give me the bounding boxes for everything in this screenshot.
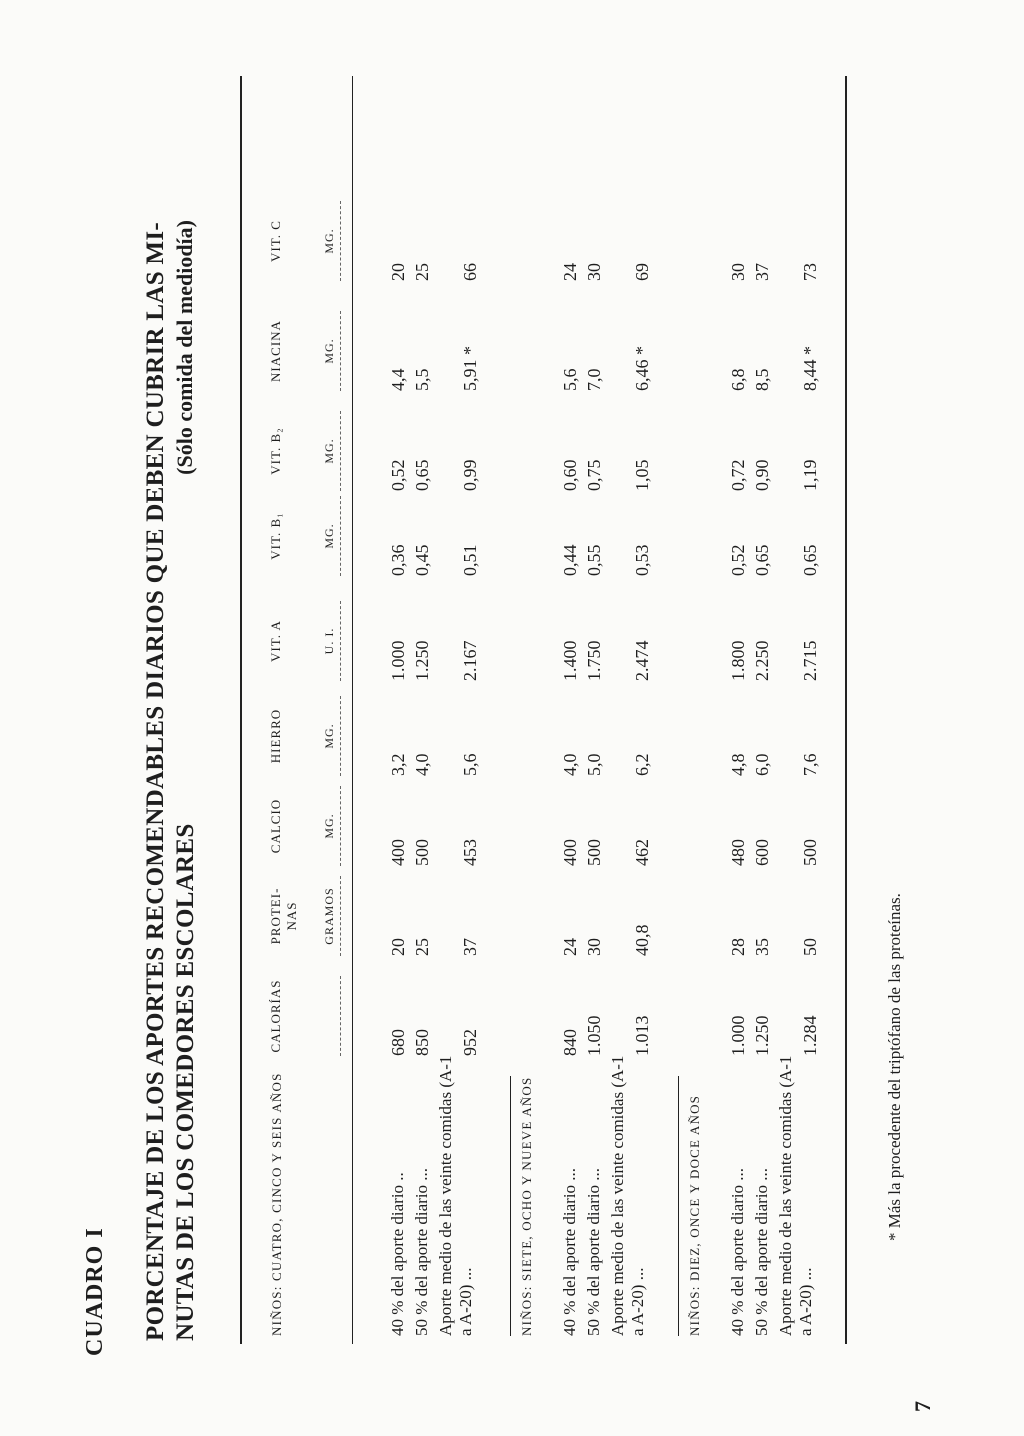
row-label: 50 % del aporte diario ... (752, 1167, 771, 1336)
column-header: NIACINA (268, 320, 283, 382)
column-header-dash (340, 201, 341, 281)
table-cell: 2.715 (800, 640, 820, 681)
column-unit: GRAMOS (322, 887, 336, 945)
table-cell: 3,2 (388, 753, 408, 776)
table-cell: 7,6 (800, 753, 820, 776)
table-cell: 30 (584, 938, 604, 956)
table-cell: 1,05 (632, 459, 652, 491)
table-cell: 25 (412, 263, 432, 281)
column-header-dash (340, 411, 341, 491)
group-title: NIÑOS: CUATRO, CINCO Y SEIS AÑOS (269, 1072, 284, 1336)
table-cell: 40,8 (632, 924, 652, 956)
table-top-rule (240, 76, 242, 1344)
table-cell: 0,45 (412, 544, 432, 576)
row-label: 50 % del aporte diario ... (584, 1167, 603, 1336)
table-cell: 2.250 (752, 640, 772, 681)
column-header-dash (340, 311, 341, 391)
table-cell: 462 (632, 839, 652, 866)
table-cell: 400 (560, 839, 580, 866)
table-cell: 73 (800, 263, 820, 281)
row-label: Aporte medio de las veinte comidas (A-1 a A-20) ... (436, 1055, 475, 1336)
table-cell: 24 (560, 938, 580, 956)
table-cell: 400 (388, 839, 408, 866)
table-cell: 1.000 (728, 1015, 748, 1056)
column-header-dash (340, 601, 341, 681)
table-cell: 500 (412, 839, 432, 866)
table-cell: 6,8 (728, 368, 748, 391)
table-cell: 8,44 * (800, 346, 820, 391)
column-unit: MG. (322, 438, 336, 464)
column-unit: MG. (322, 523, 336, 549)
row-label: 50 % del aporte diario ... (412, 1167, 431, 1336)
table-cell: 5,5 (412, 368, 432, 391)
table-cell: 30 (584, 263, 604, 281)
table-cell: 20 (388, 938, 408, 956)
table-cell: 1.800 (728, 640, 748, 681)
table-cell: 30 (728, 263, 748, 281)
cuadro-label: CUADRO I (82, 1227, 108, 1356)
table-cell: 4,8 (728, 753, 748, 776)
column-unit: MG. (322, 723, 336, 749)
table-cell: 8,5 (752, 368, 772, 391)
column-header-dash (340, 976, 341, 1056)
table-cell: 0,52 (388, 459, 408, 491)
table-cell: 0,55 (584, 544, 604, 576)
column-header: HIERRO (268, 708, 283, 764)
table-cell: 24 (560, 263, 580, 281)
table-cell: 0,60 (560, 459, 580, 491)
column-unit: MG. (322, 228, 336, 254)
table-cell: 1.750 (584, 640, 604, 681)
table-cell: 0,44 (560, 544, 580, 576)
column-unit: U. I. (322, 627, 336, 655)
table-cell: 4,4 (388, 368, 408, 391)
table-cell: 0,99 (460, 459, 480, 491)
table-cell: 1.050 (584, 1015, 604, 1056)
table-bottom-rule (845, 76, 847, 1344)
footnote: * Más la procedente del triptófano de las proteínas. (885, 893, 904, 1241)
column-header: VIT. C (268, 220, 283, 262)
column-header: CALORÍAS (268, 979, 283, 1053)
table-cell: 0,36 (388, 544, 408, 576)
table-cell: 35 (752, 938, 772, 956)
table-cell: 5,91 * (460, 346, 480, 391)
table-cell: 5,6 (460, 753, 480, 776)
table-cell: 0,65 (800, 544, 820, 576)
row-label: 40 % del aporte diario ... (560, 1167, 579, 1336)
table-cell: 952 (460, 1029, 480, 1056)
table-cell: 680 (388, 1029, 408, 1056)
column-header-dash (340, 696, 341, 776)
table-cell: 7,0 (584, 368, 604, 391)
table-cell: 66 (460, 263, 480, 281)
page-title-line-2: NUTAS DE LOS COMEDORES ESCOLARES (172, 823, 199, 1341)
table-cell: 1,19 (800, 459, 820, 491)
table-cell: 500 (584, 839, 604, 866)
table-cell: 0,90 (752, 459, 772, 491)
table-cell: 5,6 (560, 368, 580, 391)
table-cell: 6,0 (752, 753, 772, 776)
group-title: NIÑOS: DIEZ, ONCE Y DOCE AÑOS (687, 1094, 702, 1336)
table-cell: 28 (728, 938, 748, 956)
table-cell: 2.167 (460, 640, 480, 681)
table-cell: 1.000 (388, 640, 408, 681)
table-cell: 1.013 (632, 1015, 652, 1056)
table-cell: 600 (752, 839, 772, 866)
table-cell: 1.400 (560, 640, 580, 681)
column-header-dash (340, 496, 341, 576)
table-cell: 37 (460, 938, 480, 956)
column-header: VIT. A (268, 620, 283, 662)
table-cell: 2.474 (632, 640, 652, 681)
column-unit: MG. (322, 813, 336, 839)
table-cell: 50 (800, 938, 820, 956)
group-separator (678, 1076, 679, 1336)
table-cell: 0,72 (728, 459, 748, 491)
group-title: NIÑOS: SIETE, OCHO Y NUEVE AÑOS (519, 1076, 534, 1336)
column-header: VIT. B₂ (268, 427, 283, 475)
table-cell: 500 (800, 839, 820, 866)
page-subtitle: (Sólo comida del mediodía) (172, 220, 197, 475)
column-header: CALCIO (268, 798, 283, 854)
page-title-line-1: PORCENTAJE DE LOS APORTES RECOMENDABLES DIARIOS QUE DEBEN CUBRIR LAS MI- (142, 221, 169, 1341)
table-cell: 0,52 (728, 544, 748, 576)
table-cell: 5,0 (584, 753, 604, 776)
table-cell: 850 (412, 1029, 432, 1056)
column-header: PROTEI- NAS (268, 887, 299, 945)
table-cell: 0,51 (460, 544, 480, 576)
table-cell: 1.250 (412, 640, 432, 681)
table-cell: 0,65 (412, 459, 432, 491)
table-cell: 0,53 (632, 544, 652, 576)
table-cell: 6,46 * (632, 346, 652, 391)
page-number: 7 (910, 1401, 935, 1412)
table-cell: 4,0 (412, 753, 432, 776)
table-cell: 840 (560, 1029, 580, 1056)
table-header-rule (352, 76, 353, 1344)
table-cell: 25 (412, 938, 432, 956)
column-unit: MG. (322, 338, 336, 364)
table-cell: 0,75 (584, 459, 604, 491)
table-cell: 4,0 (560, 753, 580, 776)
table-cell: 453 (460, 839, 480, 866)
table-cell: 6,2 (632, 753, 652, 776)
row-label: 40 % del aporte diario ... (728, 1167, 747, 1336)
row-label: Aporte medio de las veinte comidas (A-1 a A-20) ... (608, 1055, 647, 1336)
row-label: 40 % del aporte diario .. (388, 1172, 407, 1336)
table-cell: 1.284 (800, 1015, 820, 1056)
table-cell: 1.250 (752, 1015, 772, 1056)
column-header-dash (340, 786, 341, 866)
column-header-dash (340, 876, 341, 956)
group-separator (510, 1076, 511, 1336)
row-label: Aporte medio de las veinte comidas (A-1 a A-20) ... (776, 1055, 815, 1336)
table-cell: 0,65 (752, 544, 772, 576)
table-cell: 37 (752, 263, 772, 281)
column-header: VIT. B₁ (268, 512, 283, 560)
table-cell: 480 (728, 839, 748, 866)
table-cell: 69 (632, 263, 652, 281)
table-cell: 20 (388, 263, 408, 281)
